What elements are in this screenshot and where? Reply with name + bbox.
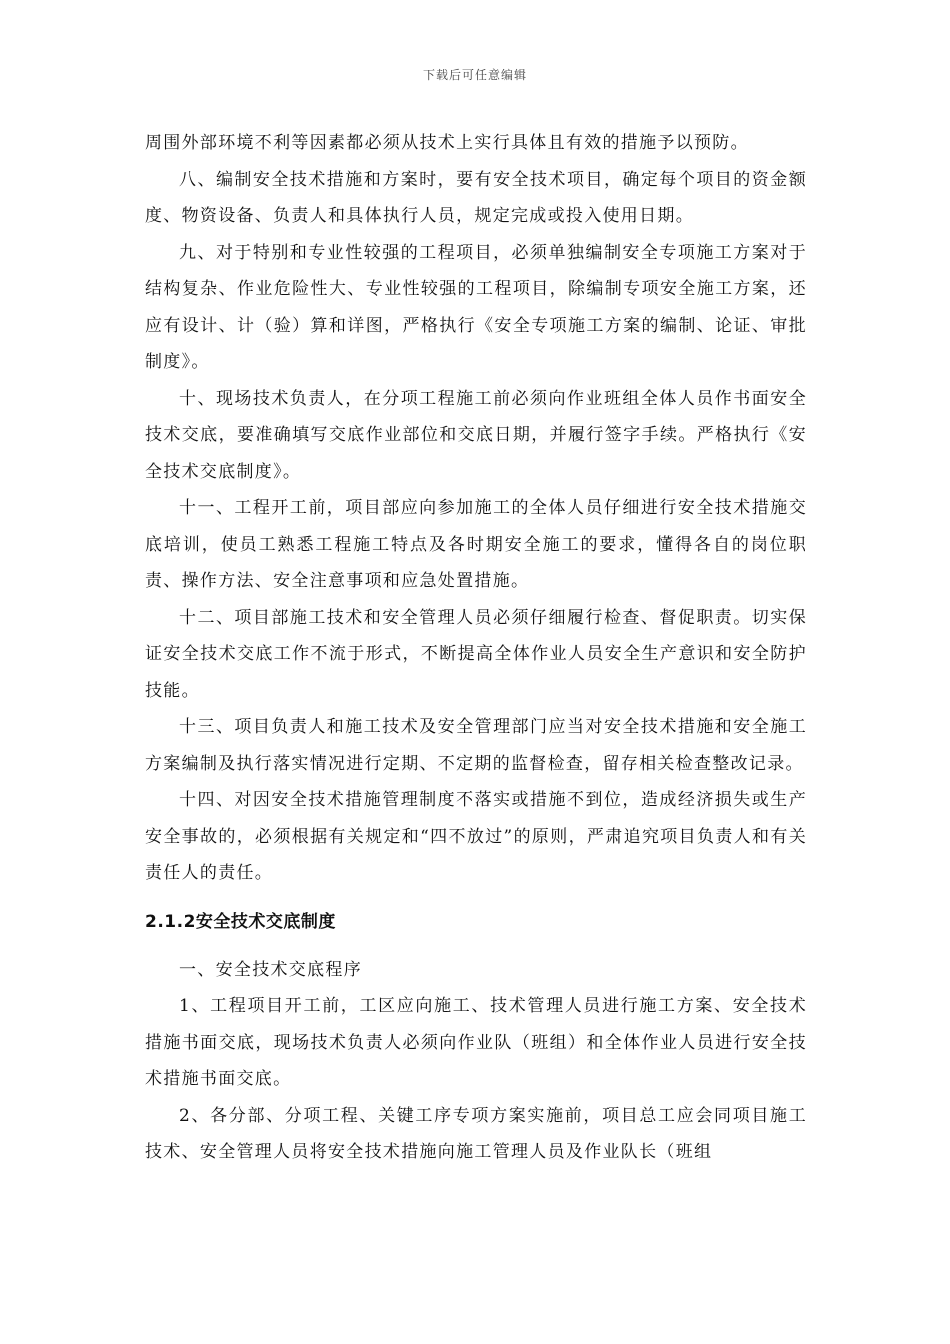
paragraph-item-8: 八、编制安全技术措施和方案时，要有安全技术项目，确定每个项目的资金额度、物资设备、负责人和具体执行人员，规定完成或投入使用日期。 (145, 169, 807, 226)
paragraph-item-14: 十四、对因安全技术措施管理制度不落实或措施不到位，造成经济损失或生产安全事故的，必须根据有关规定和“四不放过”的原则，严肃追究项目负责人和有关责任人的责任。 (145, 790, 807, 883)
subsection-title: 一、安全技术交底程序 (179, 959, 362, 980)
section-heading: 2.1.2安全技术交底制度 (145, 911, 336, 932)
body-text (145, 125, 807, 1171)
paragraph-item-11: 十一、工程开工前，项目部应向参加施工的全体人员仔细进行安全技术措施交底培训，使员工熟悉工程施工特点及各时期安全施工的要求，懂得各自的岗位职责、操作方法、安全注意事项和应急处置措施。 (145, 498, 807, 591)
paragraph-item-12: 十二、项目部施工技术和安全管理人员必须仔细履行检查、督促职责。切实保证安全技术交底工作不流于形式，不断提高全体作业人员安全生产意识和安全防护技能。 (145, 607, 807, 701)
paragraph-item-13: 十三、项目负责人和施工技术及安全管理部门应当对安全技术措施和安全施工方案编制及执行落实情况进行定期、不定期的监督检查，留存相关检查整改记录。 (145, 717, 807, 774)
paragraph-step-2: 2、各分部、分项工程、关键工序专项方案实施前，项目总工应会同项目施工技术、安全管理人员将安全技术措施向施工管理人员及作业队长（班组 (145, 1105, 807, 1162)
header-note: 下载后可任意编辑 (422, 68, 527, 82)
paragraph-step-1: 1、工程项目开工前，工区应向施工、技术管理人员进行施工方案、安全技术措施书面交底，现场技术负责人必须向作业队（班组）和全体作业人员进行安全技术措施书面交底。 (145, 996, 807, 1089)
paragraph-continued: 周围外部环境不利等因素都必须从技术上实行具体且有效的措施予以预防。 (145, 133, 749, 153)
paragraph-item-10: 十、现场技术负责人，在分项工程施工前必须向作业班组全体人员作书面安全技术交底，要准确填写交底作业部位和交底日期，并履行签字手续。严格执行《安全技术交底制度》。 (145, 388, 807, 482)
paragraph-item-9: 九、对于特别和专业性较强的工程项目，必须单独编制安全专项施工方案对于结构复杂、作业危险性大、专业性较强的工程项目，除编制专项安全施工方案，还应有设计、计（验）算和详图，严格执行《安全专项施工方案的编制、论证、审批制度》。 (145, 242, 807, 372)
